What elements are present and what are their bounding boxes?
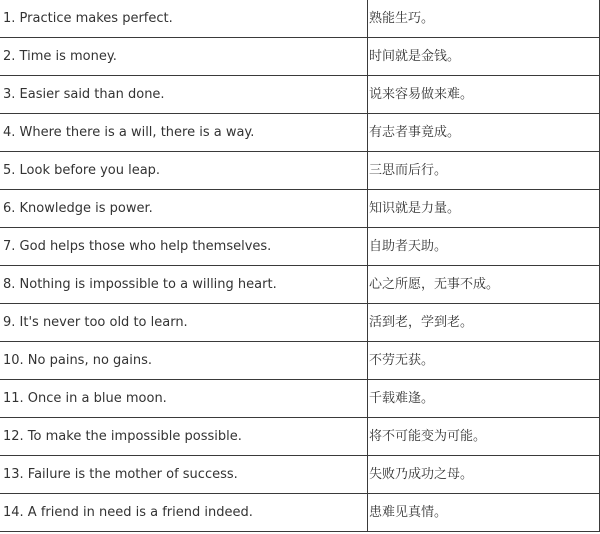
english-proverb-cell: 6. Knowledge is power. [0, 190, 368, 228]
table-row [0, 152, 600, 190]
english-proverb-cell: 9. It's never too old to learn. [0, 304, 368, 342]
chinese-proverb-cell: 知识就是力量。 [368, 190, 600, 228]
chinese-proverb-cell: 失败乃成功之母。 [368, 456, 600, 494]
table-row [0, 418, 600, 456]
chinese-proverb-cell: 将不可能变为可能。 [368, 418, 600, 456]
english-proverb-cell: 7. God helps those who help themselves. [0, 228, 368, 266]
english-proverb-cell: 14. A friend in need is a friend indeed. [0, 494, 368, 532]
chinese-proverb-cell: 说来容易做来难。 [368, 76, 600, 114]
chinese-proverb-cell: 时间就是金钱。 [368, 38, 600, 76]
table-row [0, 342, 600, 380]
english-proverb-cell: 10. No pains, no gains. [0, 342, 368, 380]
table-row [0, 76, 600, 114]
table-row [0, 38, 600, 76]
english-proverb-cell: 11. Once in a blue moon. [0, 380, 368, 418]
chinese-proverb-cell: 活到老，学到老。 [368, 304, 600, 342]
chinese-proverb-cell: 患难见真情。 [368, 494, 600, 532]
table-row [0, 190, 600, 228]
table-row [0, 0, 600, 38]
chinese-proverb-cell: 有志者事竟成。 [368, 114, 600, 152]
table-row [0, 114, 600, 152]
english-proverb-cell: 5. Look before you leap. [0, 152, 368, 190]
english-proverb-cell: 2. Time is money. [0, 38, 368, 76]
table-row [0, 266, 600, 304]
english-proverb-cell: 13. Failure is the mother of success. [0, 456, 368, 494]
english-proverb-cell: 4. Where there is a will, there is a way. [0, 114, 368, 152]
english-proverb-cell: 8. Nothing is impossible to a willing heart. [0, 266, 368, 304]
chinese-proverb-cell: 千载难逢。 [368, 380, 600, 418]
chinese-proverb-cell: 熟能生巧。 [368, 0, 600, 38]
table-row [0, 456, 600, 494]
chinese-proverb-cell: 不劳无获。 [368, 342, 600, 380]
table-row [0, 228, 600, 266]
table-row [0, 304, 600, 342]
english-proverb-cell: 12. To make the impossible possible. [0, 418, 368, 456]
chinese-proverb-cell: 心之所愿，无事不成。 [368, 266, 600, 304]
chinese-proverb-cell: 三思而后行。 [368, 152, 600, 190]
table-row [0, 494, 600, 532]
chinese-proverb-cell: 自助者天助。 [368, 228, 600, 266]
english-proverb-cell: 3. Easier said than done. [0, 76, 368, 114]
table-row [0, 380, 600, 418]
english-proverb-cell: 1. Practice makes perfect. [0, 0, 368, 38]
